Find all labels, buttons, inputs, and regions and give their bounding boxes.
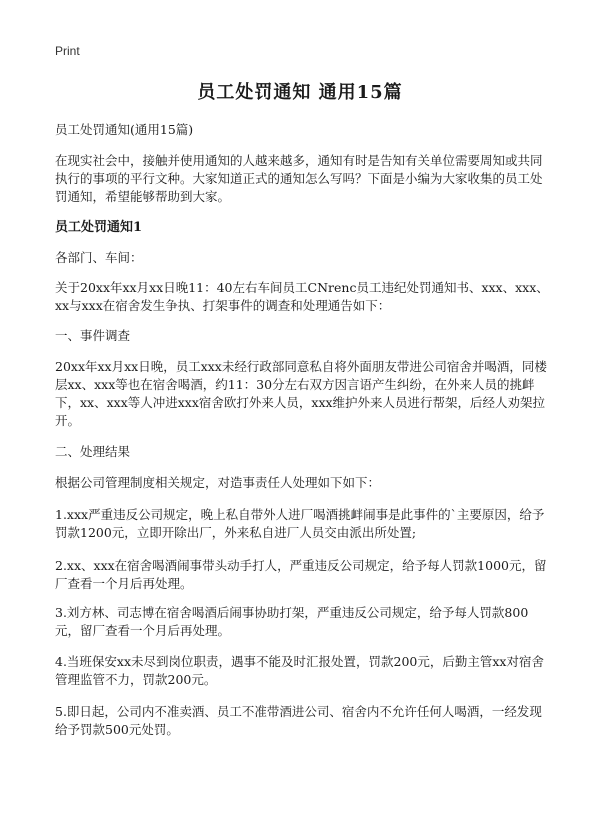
paragraph-opening: 关于20xx年xx月xx日晚11：40左右车间员工CNrenc员工违纪处罚通知书、xxx、xxx、xx与xxx在宿舍发生争执、打架事件的调查和处理通告如下： [55,280,549,313]
list-item: 3.刘方林、司志博在宿舍喝酒后闹事协助打架，严重违反公司规定，给予每人罚款800元，留厂查看一个月后再处理。 [55,605,529,638]
page-title: 员工处罚通知 通用15篇 [197,82,403,103]
paragraph-result-intro: 根据公司管理制度相关规定，对造事责任人处理如下如下： [55,475,381,490]
section-heading: 员工处罚通知1 [55,220,143,235]
part-heading-result: 二、处理结果 [55,444,131,459]
part-heading-investigation: 一、事件调查 [55,328,131,343]
paragraph-investigation: 20xx年xx月xx日晚，员工xxx未经行政部同意私自将外面朋友带进公司宿舍并喝酒，同楼层xx、xxx等也在宿舍喝酒，约11：30分左右双方因言语产生纠纷，在外来人员的挑衅下，xx、xxx等人冲进xxx宿舍欧打外来人员，xxx维护外来人员进行帮架，后经人劝架拉开。 [55,359,547,428]
print-label: Print [55,44,80,58]
list-item: 2.xx、xxx在宿舍喝酒闹事带头动手打人，严重违反公司规定，给予每人罚款1000元，留厂查看一个月后再处理。 [55,558,547,591]
list-item: 4.当班保安xx未尽到岗位职责，遇事不能及时汇报处置，罚款200元，后勤主管xx对宿舍管理监管不力，罚款200元。 [55,654,544,687]
salutation: 各部门、车间： [55,250,143,265]
intro-paragraph: 在现实社会中，接触并使用通知的人越来越多，通知有时是告知有关单位需要周知或共同执行的事项的平行文种。大家知道正式的通知怎么写吗？下面是小编为大家收集的员工处罚通知，希望能够帮助到大家。 [55,153,543,204]
subtitle: 员工处罚通知(通用15篇) [55,122,194,137]
list-item: 5.即日起，公司内不准卖酒、员工不准带酒进公司、宿舍内不允许任何人喝酒，一经发现给予罚款500元处罚。 [55,704,542,737]
list-item: 1.xxx严重违反公司规定，晚上私自带外人进厂喝酒挑衅闹事是此事件的`主要原因，给予罚款1200元，立即开除出厂，外来私自进厂人员交由派出所处置; [55,507,545,540]
